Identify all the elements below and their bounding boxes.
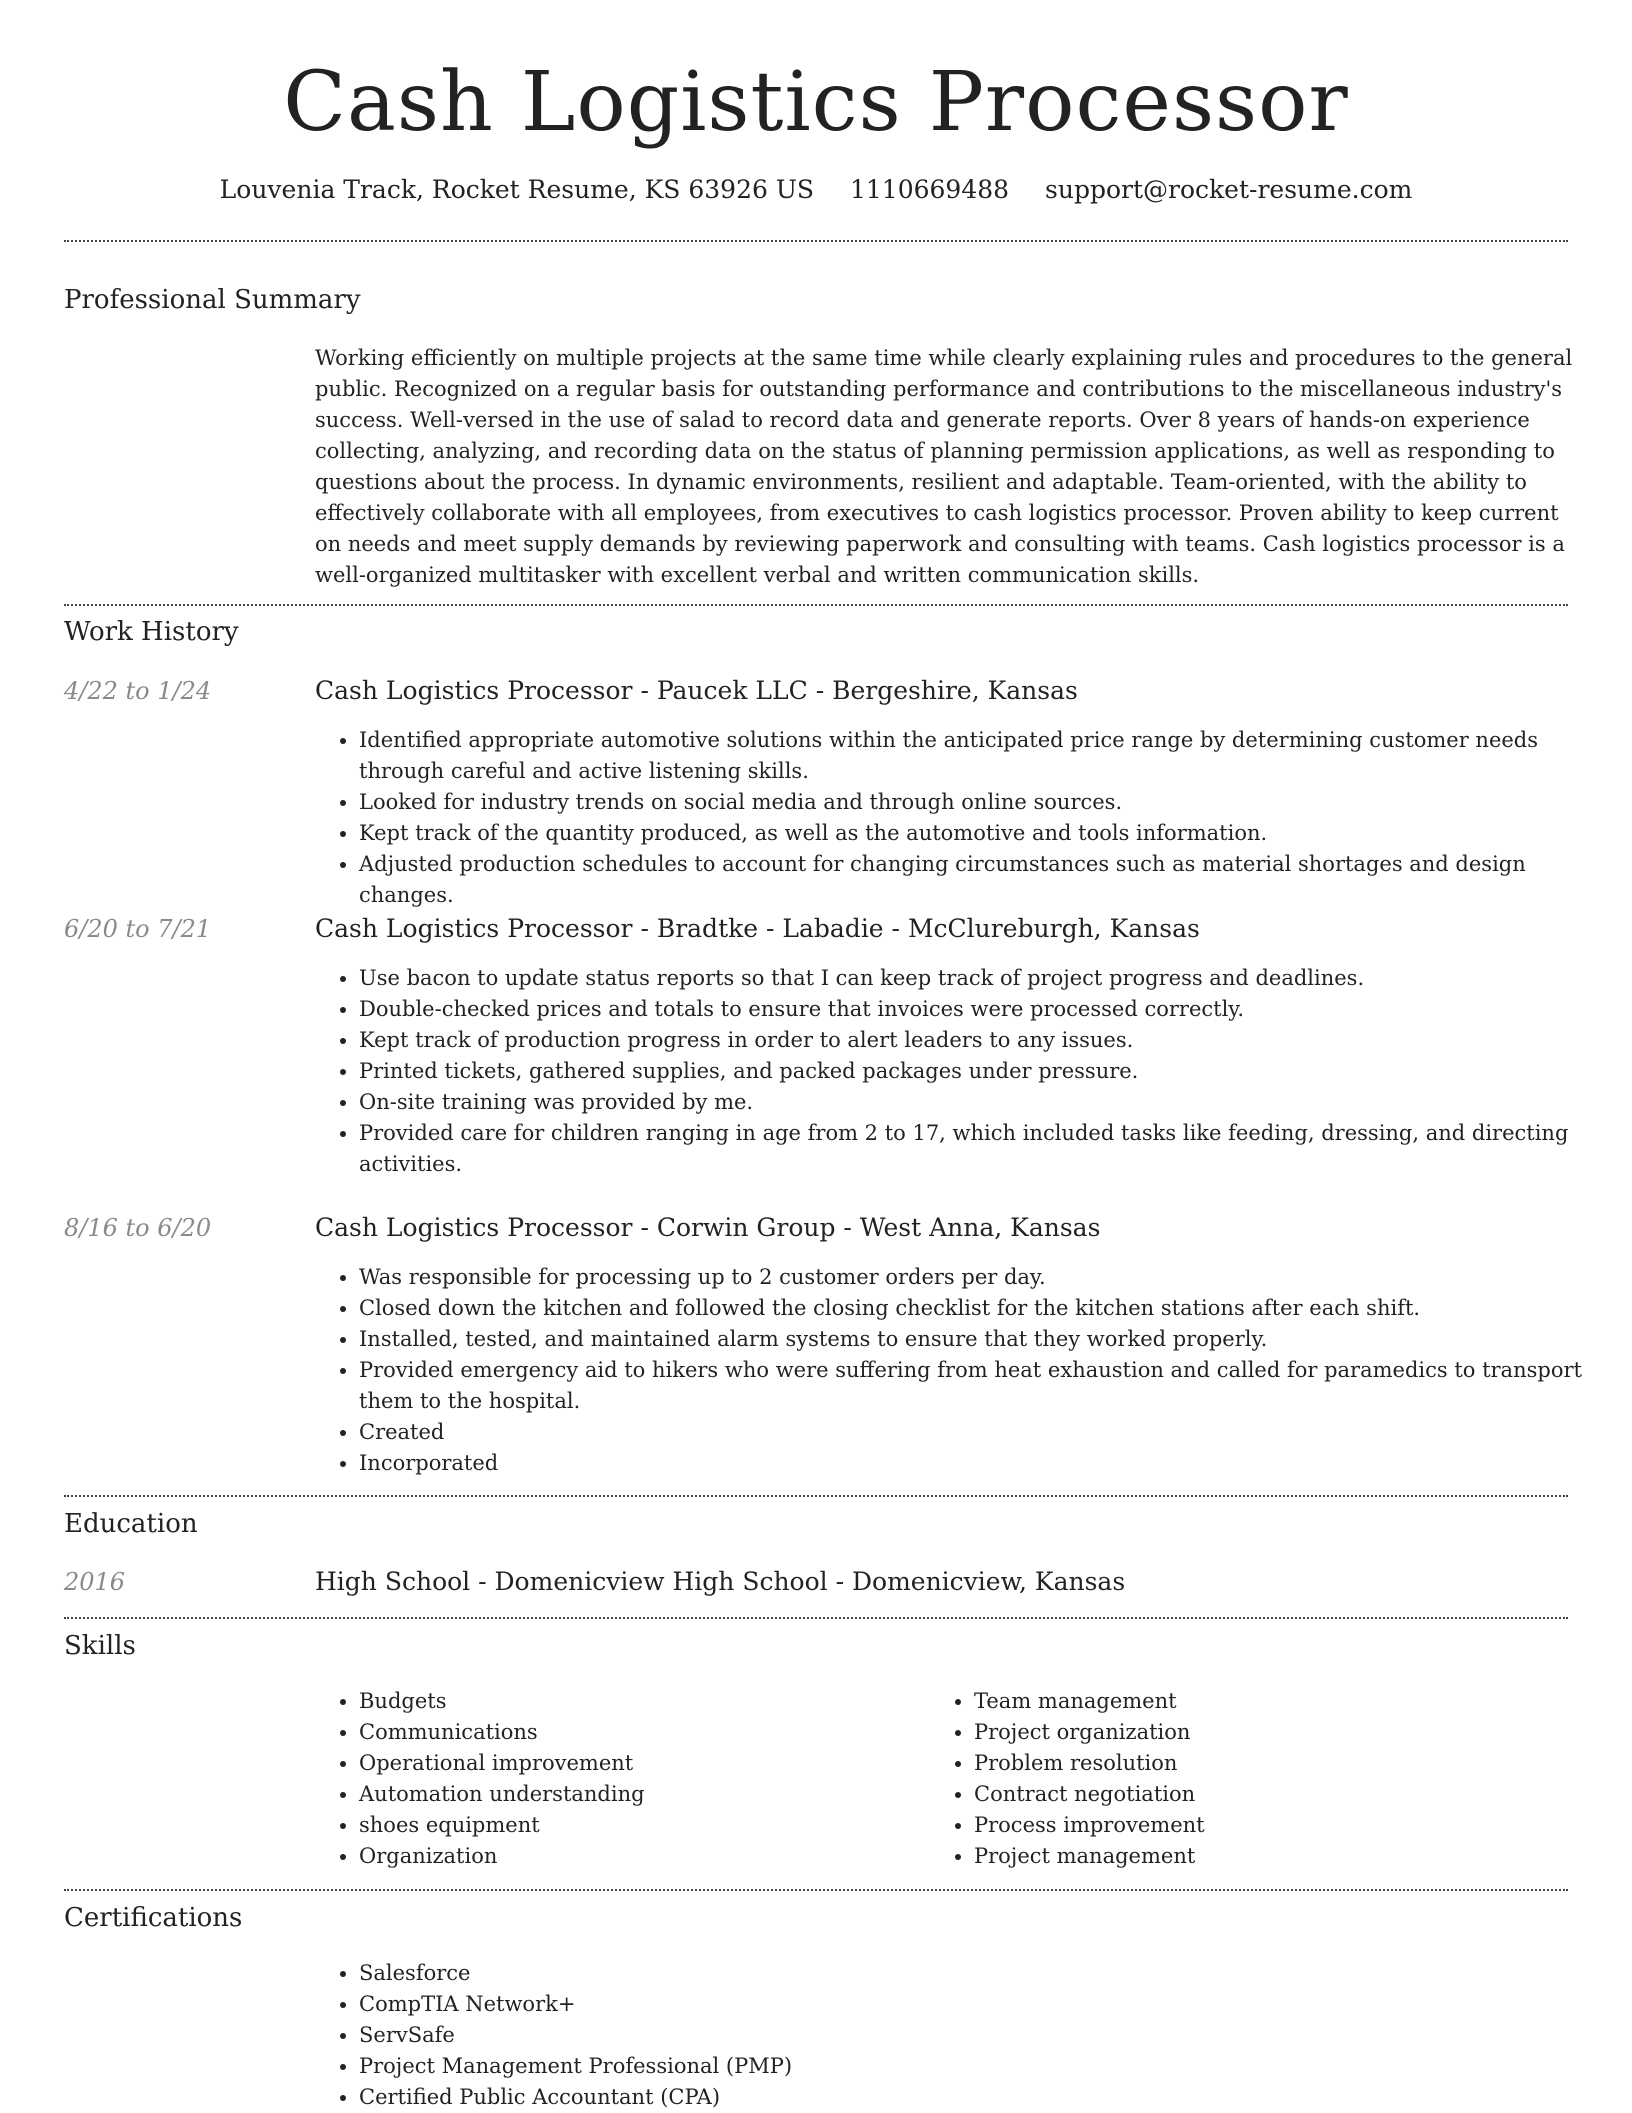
divider: [64, 604, 1568, 606]
divider: [64, 240, 1568, 242]
skill-item: • Operational improvement: [359, 1748, 919, 1779]
job-heading: Cash Logistics Processor - Bradtke - Labadie - McClureburgh, Kansas: [315, 914, 1200, 943]
divider: [64, 1617, 1568, 1619]
work-history-title: Work History: [64, 617, 239, 647]
skill-item: • Process improvement: [974, 1810, 1574, 1841]
divider: [64, 1495, 1568, 1497]
contact-phone: 1110669488: [850, 175, 1010, 204]
summary-title: Professional Summary: [64, 285, 361, 315]
education-title: Education: [64, 1509, 198, 1539]
job-bullet: • Looked for industry trends on social media and through online sources.: [359, 787, 1609, 818]
skill-item: • Team management: [974, 1686, 1574, 1717]
skill-item: • Communications: [359, 1717, 919, 1748]
certifications-title: Certifications: [64, 1903, 243, 1933]
job-bullet: • Kept track of the quantity produced, as well as the automotive and tools information.: [359, 818, 1609, 849]
certifications-list: [315, 1958, 1609, 2113]
job-heading: Cash Logistics Processor - Paucek LLC - Bergeshire, Kansas: [315, 676, 1078, 705]
job-bullet: • On-site training was provided by me.: [359, 1087, 1609, 1118]
certification-item: • Salesforce: [359, 1958, 1609, 1989]
job-bullet: • Provided emergency aid to hikers who were suffering from heat exhaustion and called for paramedics to transport them to the hospital.: [359, 1355, 1609, 1417]
job-bullet: • Closed down the kitchen and followed the closing checklist for the kitchen stations after each shift.: [359, 1293, 1609, 1324]
skill-item: • Project organization: [974, 1717, 1574, 1748]
job-bullet: • Installed, tested, and maintained alarm systems to ensure that they worked properly.: [359, 1324, 1609, 1355]
job-bullet: • Was responsible for processing up to 2 customer orders per day.: [359, 1262, 1609, 1293]
job-bullet-list: [315, 963, 1609, 1180]
job-bullet: • Use bacon to update status reports so that I can keep track of project progress and deadlines.: [359, 963, 1609, 994]
job-dates: 8/16 to 6/20: [64, 1214, 212, 1242]
job-bullet: • Printed tickets, gathered supplies, and packed packages under pressure.: [359, 1056, 1609, 1087]
skill-item: • Budgets: [359, 1686, 919, 1717]
divider: [64, 1889, 1568, 1891]
contact-line: [0, 170, 1632, 210]
job-bullet: • Kept track of production progress in order to alert leaders to any issues.: [359, 1025, 1609, 1056]
skills-list-right: [930, 1686, 1574, 1872]
skills-list-left: [315, 1686, 919, 1872]
education-year: 2016: [64, 1568, 126, 1596]
skill-item: • Organization: [359, 1841, 919, 1872]
certification-item: • ServSafe: [359, 2020, 1609, 2051]
job-bullet-list: [315, 725, 1609, 911]
summary-text: Working efficiently on multiple projects at the same time while clearly explaining rules and procedures to the general public. Recognized on a regular basis for outstanding performance and contributions to the miscellaneous industry's success. Well-versed in the use of salad to record data and generate reports. Over 8 years of hands-on experience collecting, analyzing, and recording data on the status of planning permission applications, as well as responding to questions about the process. In dynamic environments, resilient and adaptable. Team-oriented, with the ability to effectively collaborate with all employees, from executives to cash logistics processor. Proven ability to keep current on needs and meet supply demands by reviewing paperwork and consulting with teams. Cash logistics processor is a well-organized multitasker with excellent verbal and written communication skills.: [315, 346, 1573, 587]
contact-address: Louvenia Track, Rocket Resume, KS 63926 US: [219, 175, 815, 204]
education-heading: High School - Domenicview High School - Domenicview, Kansas: [315, 1567, 1126, 1596]
candidate-name: Cash Logistics Processor: [283, 55, 1349, 150]
job-dates: 6/20 to 7/21: [64, 915, 212, 943]
job-bullet: • Created: [359, 1417, 1609, 1448]
job-bullet: • Provided care for children ranging in age from 2 to 17, which included tasks like feeding, dressing, and directing activities.: [359, 1118, 1609, 1180]
job-bullet-list: [315, 1262, 1609, 1479]
skills-title: Skills: [64, 1631, 136, 1661]
job-dates: 4/22 to 1/24: [64, 677, 212, 705]
skill-item: • Problem resolution: [974, 1748, 1574, 1779]
contact-email: support@rocket-resume.com: [1045, 175, 1413, 204]
certification-item: • Certified Public Accountant (CPA): [359, 2082, 1609, 2113]
job-bullet: • Double-checked prices and totals to ensure that invoices were processed correctly.: [359, 994, 1609, 1025]
job-bullet: • Adjusted production schedules to account for changing circumstances such as material shortages and design changes.: [359, 849, 1609, 911]
job-bullet: • Incorporated: [359, 1448, 1609, 1479]
job-heading: Cash Logistics Processor - Corwin Group - West Anna, Kansas: [315, 1213, 1101, 1242]
certification-item: • CompTIA Network+: [359, 1989, 1609, 2020]
certification-item: • Project Management Professional (PMP): [359, 2051, 1609, 2082]
job-bullet: • Identified appropriate automotive solutions within the anticipated price range by determining customer needs through careful and active listening skills.: [359, 725, 1609, 787]
skill-item: • shoes equipment: [359, 1810, 919, 1841]
skill-item: • Contract negotiation: [974, 1779, 1574, 1810]
skill-item: • Automation understanding: [359, 1779, 919, 1810]
skill-item: • Project management: [974, 1841, 1574, 1872]
